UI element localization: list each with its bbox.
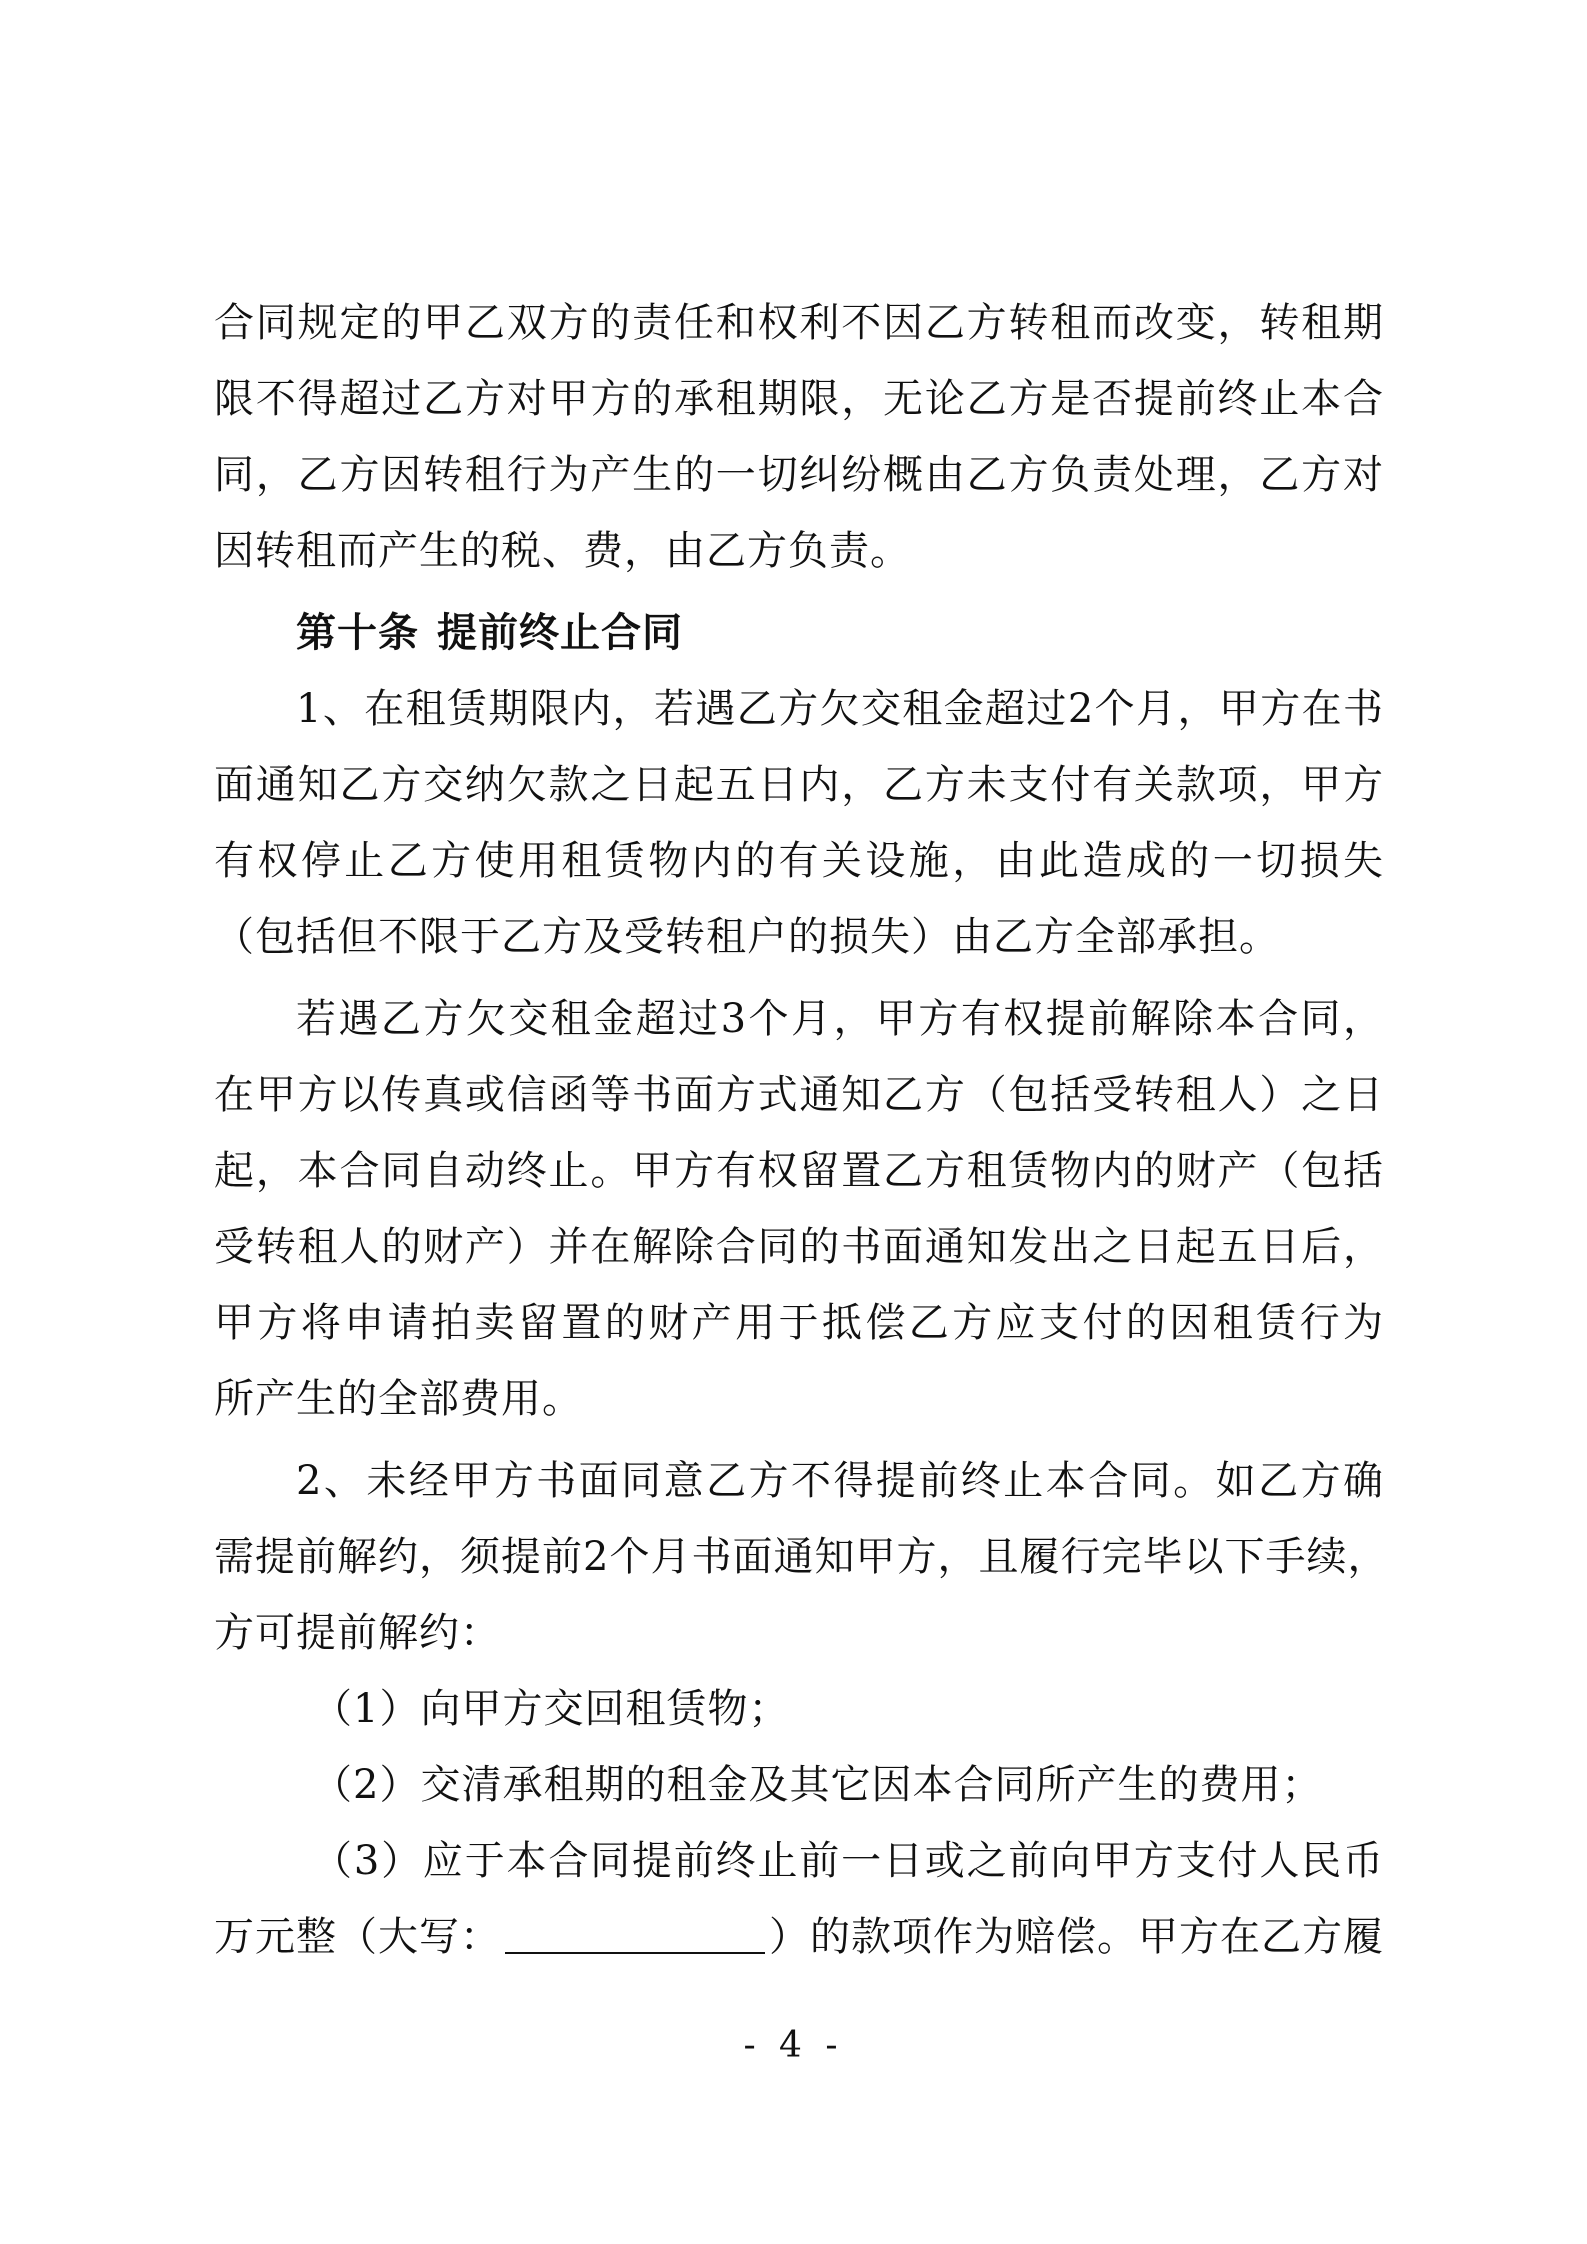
- paragraph-line: （包括但不限于乙方及受转租户的损失）由乙方全部承担。: [214, 914, 1280, 960]
- paragraph-line: 合同规定的甲乙双方的责任和权利不因乙方转租而改变，转租期: [214, 300, 1384, 346]
- article-heading: [214, 595, 1384, 671]
- paragraph-line: 2、未经甲方书面同意乙方不得提前终止本合同。如乙方确: [296, 1458, 1384, 1504]
- paragraph-line: 在甲方以传真或信函等书面方式通知乙方（包括受转租人）之日: [214, 1072, 1384, 1118]
- list-item: （1）向甲方交回租赁物；: [312, 1686, 790, 1732]
- article-number: 第十条: [296, 610, 419, 656]
- paragraph-line: 有权停止乙方使用租赁物内的有关设施，由此造成的一切损失: [214, 838, 1384, 884]
- paragraph-line: 受转租人的财产）并在解除合同的书面通知发出之日起五日后，: [214, 1224, 1384, 1270]
- page-number: - 4 -: [743, 2025, 844, 2066]
- paragraph-line: 同，乙方因转租行为产生的一切纠纷概由乙方负责处理，乙方对: [214, 452, 1384, 498]
- paragraph-line: 甲方将申请拍卖留置的财产用于抵偿乙方应支付的因租赁行为: [214, 1300, 1384, 1346]
- paragraph-line-with-blank: [214, 1899, 1384, 1975]
- paragraph-line: 因转租而产生的税、费，由乙方负责。: [214, 528, 911, 574]
- paragraph-line: 起，本合同自动终止。甲方有权留置乙方租赁物内的财产（包括: [214, 1148, 1384, 1194]
- paragraph-line: 1、在租赁期限内，若遇乙方欠交租金超过2个月，甲方在书: [296, 686, 1384, 732]
- paragraph-line: 方可提前解约：: [214, 1610, 501, 1656]
- paragraph-line: 若遇乙方欠交租金超过3个月，甲方有权提前解除本合同，: [296, 996, 1384, 1042]
- list-item: （2）交清承租期的租金及其它因本合同所产生的费用；: [312, 1762, 1323, 1808]
- paragraph-line: 面通知乙方交纳欠款之日起五日内，乙方未支付有关款项，甲方: [214, 762, 1384, 808]
- fill-in-blank: [505, 1916, 765, 1954]
- document-body: [214, 285, 1389, 1975]
- paragraph-line: 需提前解约，须提前2个月书面通知甲方，且履行完毕以下手续，: [214, 1534, 1389, 1580]
- line-prefix: 万元整（大写：: [214, 1914, 501, 1960]
- paragraph-line: 限不得超过乙方对甲方的承租期限，无论乙方是否提前终止本合: [214, 376, 1384, 422]
- article-title: 提前终止合同: [437, 610, 683, 656]
- line-suffix: ）的款项作为赔偿。甲方在乙方履: [769, 1914, 1384, 1960]
- paragraph-line: 所产生的全部费用。: [214, 1376, 583, 1422]
- list-item: （3）应于本合同提前终止前一日或之前向甲方支付人民币: [312, 1838, 1384, 1884]
